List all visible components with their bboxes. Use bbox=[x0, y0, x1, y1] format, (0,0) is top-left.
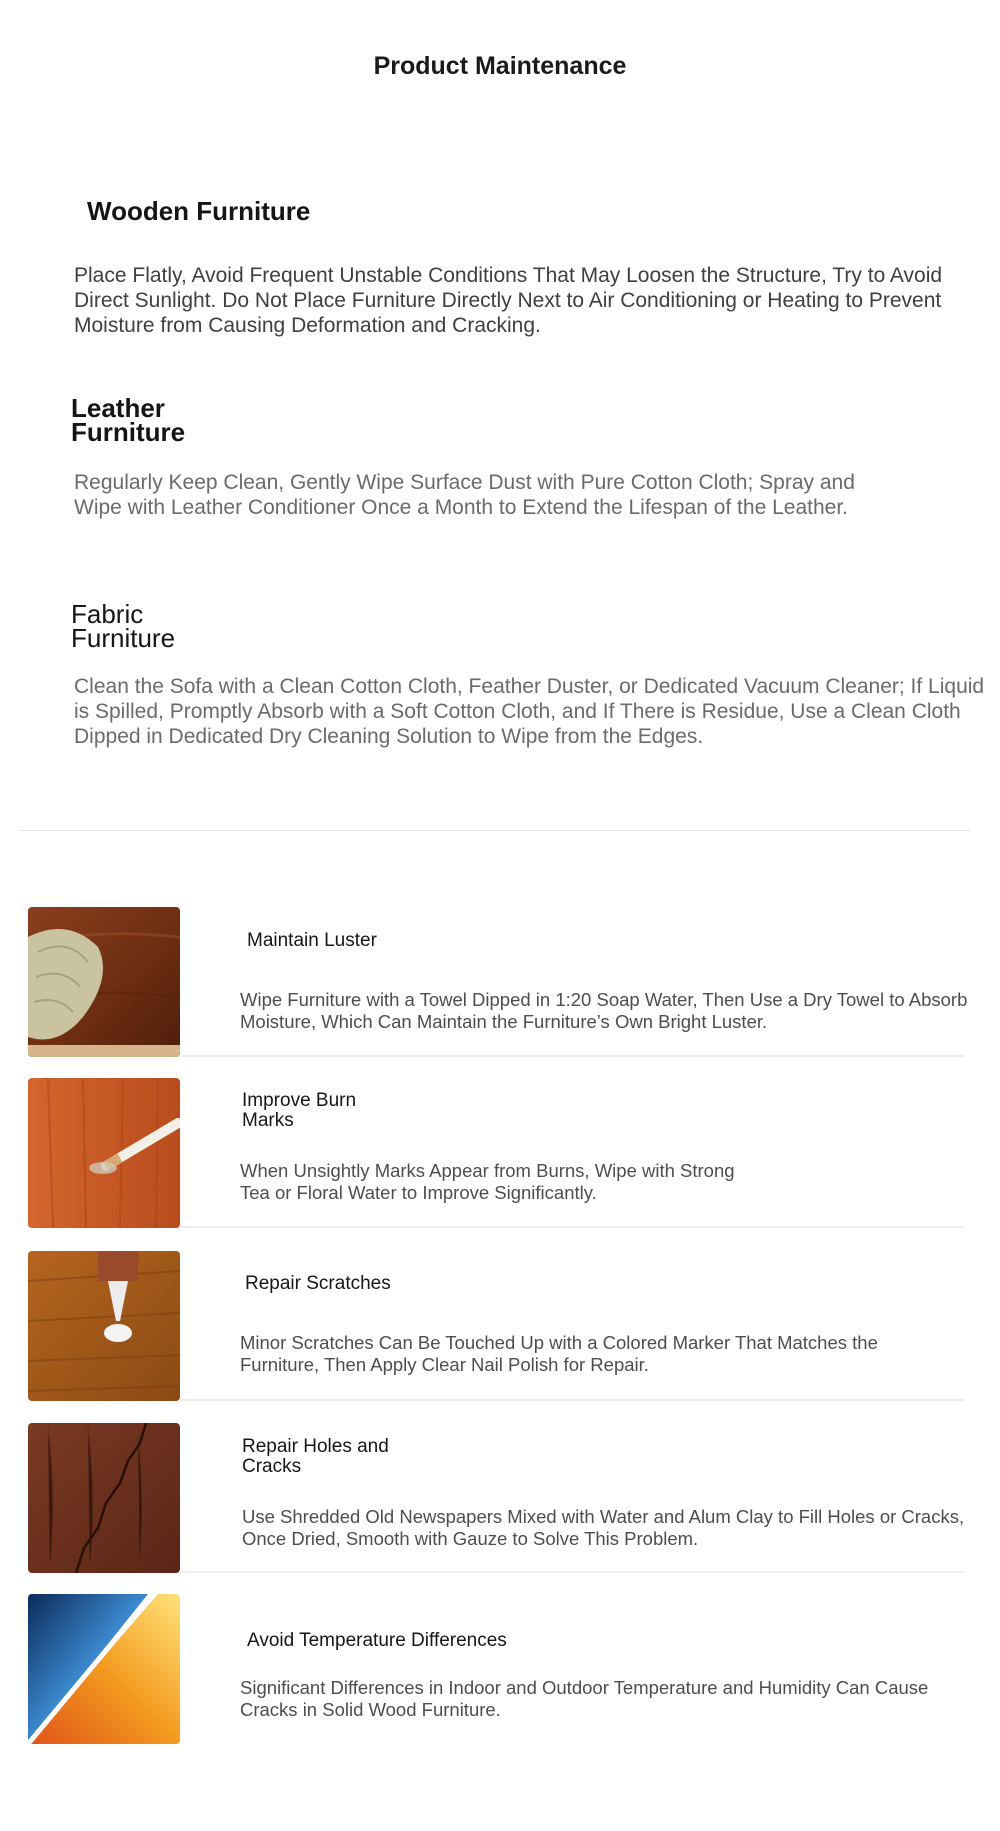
cracked-wood-image bbox=[28, 1423, 180, 1573]
tip-title: Avoid Temperature Differences bbox=[247, 1630, 507, 1651]
tip-text: When Unsightly Marks Appear from Burns, Wipe with Strong Tea or Floral Water to Improve Significantly. bbox=[240, 1160, 735, 1203]
tip-title: Improve Burn Marks bbox=[242, 1090, 357, 1131]
cigarette-on-wood-image bbox=[28, 1078, 180, 1228]
tip-row-repair-scratches bbox=[28, 1251, 964, 1401]
section-heading-wooden: Wooden Furniture bbox=[87, 196, 311, 226]
tip-row-avoid-temperature-differences bbox=[28, 1594, 964, 1744]
divider bbox=[20, 830, 970, 831]
tip-text: Use Shredded Old Newspapers Mixed with Water and Alum Clay to Fill Holes or Cracks, Once Dried, Smooth with Gauze to Solve This Problem. bbox=[242, 1506, 965, 1549]
tip-row-maintain-luster bbox=[28, 907, 968, 1057]
section-text-wooden: Place Flatly, Avoid Frequent Unstable Conditions That May Loosen the Structure, Try to Avoid Direct Sunlight. Do Not Place Furniture Directly Next to Air Conditioning or Heating to Prevent Moisture from Causing Deformation and Cracking. bbox=[74, 264, 943, 337]
glue-bottle-on-wood-image bbox=[28, 1251, 180, 1401]
page-title: Product Maintenance bbox=[373, 52, 627, 80]
tip-title: Repair Holes and Cracks bbox=[242, 1436, 389, 1477]
tip-title: Repair Scratches bbox=[245, 1273, 391, 1294]
row-divider bbox=[180, 1055, 964, 1057]
row-divider bbox=[180, 1226, 964, 1228]
tip-text: Wipe Furniture with a Towel Dipped in 1:20 Soap Water, Then Use a Dry Towel to Absorb Moisture, Which Can Maintain the Furniture’s Own Bright Luster. bbox=[240, 989, 968, 1032]
row-divider bbox=[180, 1571, 964, 1573]
row-divider bbox=[180, 1399, 964, 1401]
section-heading-fabric: Fabric Furniture bbox=[71, 599, 176, 653]
tip-row-improve-burn-marks bbox=[28, 1078, 964, 1228]
towel-wiping-wood-image bbox=[28, 907, 180, 1057]
section-heading-leather: Leather Furniture bbox=[71, 393, 186, 447]
tip-row-repair-holes-cracks bbox=[28, 1423, 964, 1573]
tip-text: Minor Scratches Can Be Touched Up with a Colored Marker That Matches the Furniture, Then Apply Clear Nail Polish for Repair. bbox=[240, 1332, 878, 1375]
tip-text: Significant Differences in Indoor and Outdoor Temperature and Humidity Can Cause Cracks in Solid Wood Furniture. bbox=[240, 1677, 929, 1720]
tip-title: Maintain Luster bbox=[247, 930, 377, 951]
section-text-leather: Regularly Keep Clean, Gently Wipe Surface Dust with Pure Cotton Cloth; Spray and Wipe with Leather Conditioner Once a Month to Extend the Lifespan of the Leather. bbox=[74, 471, 855, 519]
ice-and-fire-image bbox=[28, 1594, 180, 1744]
section-text-fabric: Clean the Sofa with a Clean Cotton Cloth, Feather Duster, or Dedicated Vacuum Cleaner; If Liquid is Spilled, Promptly Absorb with a Soft Cotton Cloth, and If There is Residue, Use a Clean Cloth Dipped in Dedicated Dry Cleaning Solution to Wipe from the Edges. bbox=[74, 675, 985, 748]
